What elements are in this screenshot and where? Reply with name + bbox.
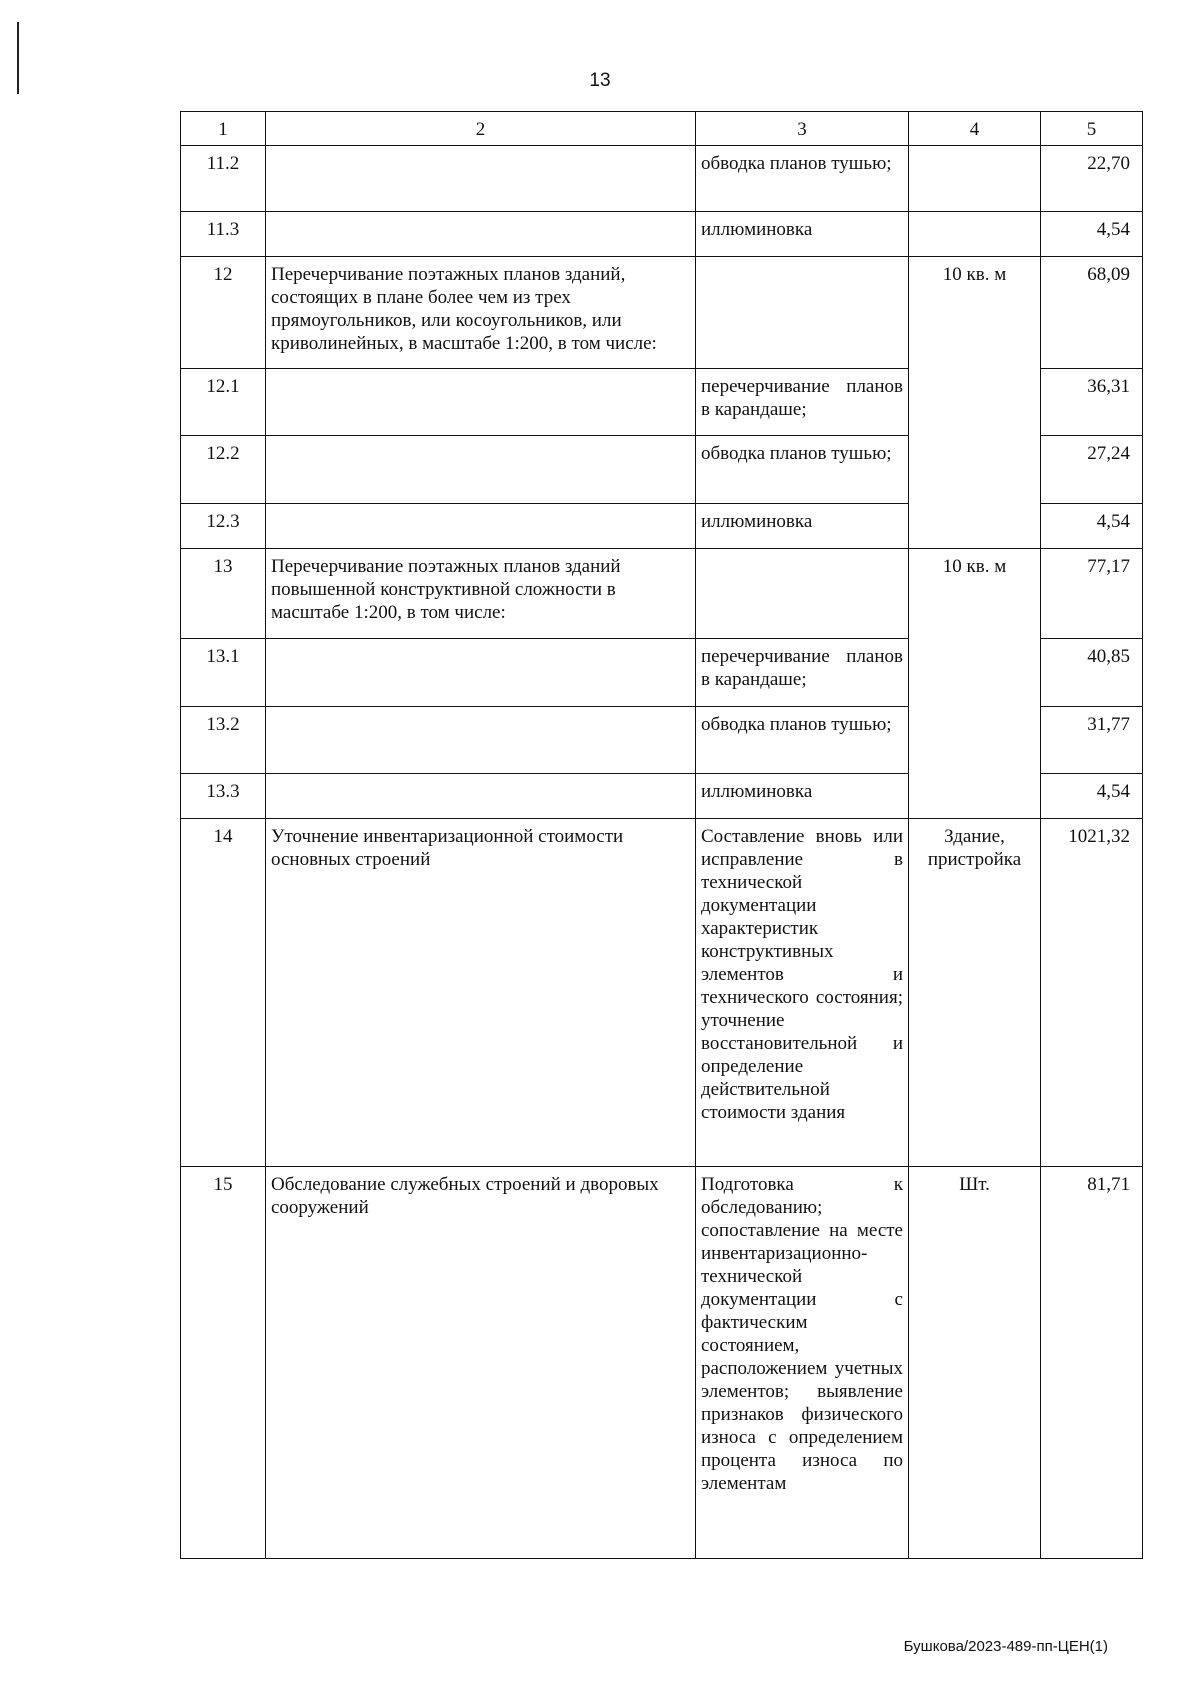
row-name xyxy=(266,146,696,212)
row-content: перечерчивание планов в карандаше; xyxy=(696,639,909,707)
row-price: 40,85 xyxy=(1041,639,1143,707)
row-number: 13.1 xyxy=(181,639,266,707)
row-content: перечерчивание планов в карандаше; xyxy=(696,369,909,436)
row-number: 12 xyxy=(181,257,266,369)
column-header-4: 4 xyxy=(909,112,1041,146)
row-name: Перечерчивание поэтажных планов зданий повышенной конструктивной сложности в масштабе 1:200, в том числе: xyxy=(266,549,696,639)
row-unit: Шт. xyxy=(909,1167,1041,1559)
row-price: 4,54 xyxy=(1041,504,1143,549)
row-content: иллюминовка xyxy=(696,504,909,549)
row-price: 31,77 xyxy=(1041,707,1143,774)
row-content: иллюминовка xyxy=(696,774,909,819)
row-number: 15 xyxy=(181,1167,266,1559)
table-row xyxy=(181,212,1143,257)
row-price: 36,31 xyxy=(1041,369,1143,436)
row-price: 81,71 xyxy=(1041,1167,1143,1559)
row-price: 77,17 xyxy=(1041,549,1143,639)
row-content xyxy=(696,549,909,639)
column-header-1: 1 xyxy=(181,112,266,146)
table-row xyxy=(181,1167,1143,1559)
row-price: 4,54 xyxy=(1041,212,1143,257)
row-number: 13.2 xyxy=(181,707,266,774)
row-unit xyxy=(909,146,1041,212)
table-row xyxy=(181,257,1143,369)
row-name: Перечерчивание поэтажных планов зданий, состоящих в плане более чем из трех прямоугольников, или косоугольников, или криволинейных, в масштабе 1:200, в том числе: xyxy=(266,257,696,369)
row-name xyxy=(266,774,696,819)
tariff-table xyxy=(180,111,1143,1559)
column-header-3: 3 xyxy=(696,112,909,146)
row-name xyxy=(266,436,696,504)
row-unit: Здание, пристройка xyxy=(909,819,1041,1167)
row-price: 4,54 xyxy=(1041,774,1143,819)
row-number: 13.3 xyxy=(181,774,266,819)
row-unit: 10 кв. м xyxy=(909,549,1041,819)
row-name: Обследование служебных строений и дворовых сооружений xyxy=(266,1167,696,1559)
row-content: Составление вновь или исправление в технической документации характеристик конструктивных элементов и технического состояния; уточнение восстановительной и определение действительной стоимости здания xyxy=(696,819,909,1167)
row-number: 11.3 xyxy=(181,212,266,257)
row-price: 22,70 xyxy=(1041,146,1143,212)
column-header-5: 5 xyxy=(1041,112,1143,146)
row-number: 12.2 xyxy=(181,436,266,504)
table-row xyxy=(181,549,1143,639)
document-reference: Бушкова/2023-489-пп-ЦЕН(1) xyxy=(903,1638,1108,1655)
table-row xyxy=(181,146,1143,212)
table-header-row xyxy=(181,112,1143,146)
row-name xyxy=(266,212,696,257)
row-number: 11.2 xyxy=(181,146,266,212)
page-number: 13 xyxy=(589,70,611,91)
row-name xyxy=(266,707,696,774)
row-number: 14 xyxy=(181,819,266,1167)
row-content: обводка планов тушью; xyxy=(696,436,909,504)
row-number: 12.3 xyxy=(181,504,266,549)
row-unit xyxy=(909,212,1041,257)
row-content xyxy=(696,257,909,369)
table-row xyxy=(181,819,1143,1167)
row-name xyxy=(266,504,696,549)
row-content: обводка планов тушью; xyxy=(696,707,909,774)
column-header-2: 2 xyxy=(266,112,696,146)
row-content: Подготовка к обследованию; сопоставление на месте инвентаризационно-технической документации с фактическим состоянием, расположением учетных элементов; выявление признаков физического износа с определением процента износа по элементам xyxy=(696,1167,909,1559)
row-unit: 10 кв. м xyxy=(909,257,1041,549)
row-name: Уточнение инвентаризационной стоимости основных строений xyxy=(266,819,696,1167)
row-number: 12.1 xyxy=(181,369,266,436)
row-price: 1021,32 xyxy=(1041,819,1143,1167)
row-price: 27,24 xyxy=(1041,436,1143,504)
row-name xyxy=(266,639,696,707)
row-price: 68,09 xyxy=(1041,257,1143,369)
row-number: 13 xyxy=(181,549,266,639)
row-content: обводка планов тушью; xyxy=(696,146,909,212)
row-content: иллюминовка xyxy=(696,212,909,257)
row-name xyxy=(266,369,696,436)
